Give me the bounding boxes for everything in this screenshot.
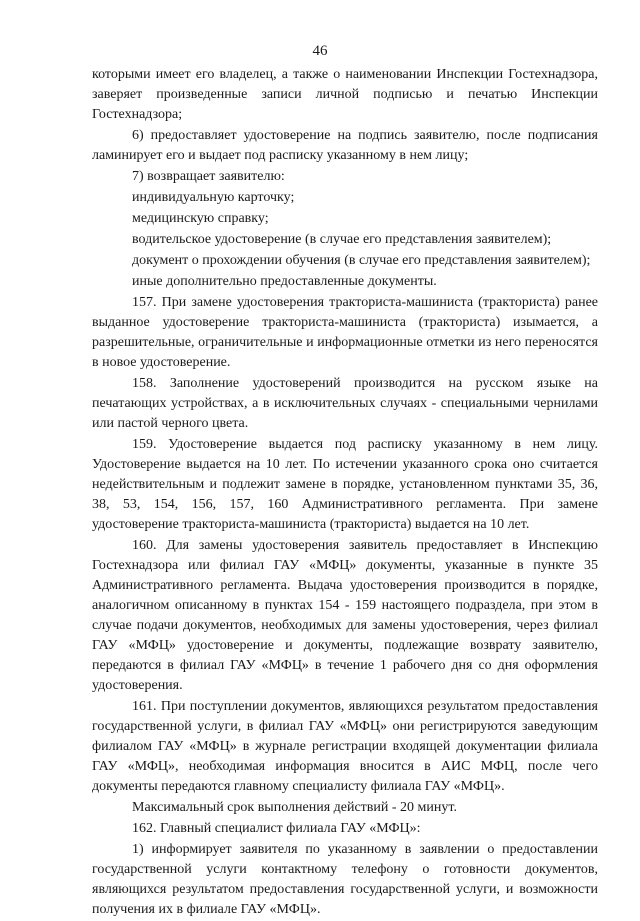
paragraph-162-item-1: 1) информирует заявителя по указанному в заявлении о предоставлении государственной услуги контактному телефону о готовности документов, являющихся результатом предоставления государственной услуги, и возможности получения их в филиале ГАУ «МФЦ».	[92, 842, 598, 917]
list-item-individual-card: индивидуальную карточку;	[132, 190, 295, 205]
list-item-medical-certificate: медицинскую справку;	[132, 211, 269, 226]
list-item-training-document: документ о прохождении обучения (в случае его представления заявителем);	[132, 253, 591, 268]
paragraph-item-7: 7) возвращает заявителю:	[132, 169, 285, 184]
paragraph-161: 161. При поступлении документов, являющихся результатом предоставления государственной услуги, в филиал ГАУ «МФЦ» они регистрируются заведующим филиалом ГАУ «МФЦ» в журнале регистрации входящей документации филиала ГАУ «МФЦ», необходимая информация вносится в АИС МФЦ, после чего документы передаются главному специалисту филиала ГАУ «МФЦ».	[92, 699, 598, 794]
list-item-driver-license: водительское удостоверение (в случае его представления заявителем);	[132, 232, 552, 247]
paragraph-continued: которыми имеет его владелец, а также о наименовании Инспекции Гостехнадзора, заверяет произведенные записи личной подписью и печатью Инспекции Гостехнадзора;	[92, 67, 598, 122]
paragraph-162: 162. Главный специалист филиала ГАУ «МФЦ»:	[132, 821, 421, 836]
document-body	[92, 65, 598, 921]
page-number: 46	[312, 43, 328, 59]
paragraph-max-time: Максимальный срок выполнения действий - 20 минут.	[132, 800, 457, 815]
paragraph-158: 158. Заполнение удостоверений производится на русском языке на печатающих устройствах, а в исключительных случаях - специальными чернилами или пастой черного цвета.	[92, 376, 598, 431]
paragraph-157: 157. При замене удостоверения тракториста-машиниста (тракториста) ранее выданное удостоверение тракториста-машиниста (тракториста) изымается, а разрешительные, ограничительные и информационные отметки из него переносятся в новое удостоверение.	[92, 295, 598, 370]
paragraph-160: 160. Для замены удостоверения заявитель предоставляет в Инспекцию Гостехнадзора или филиал ГАУ «МФЦ» документы, указанные в пункте 35 Административного регламента. Выдача удостоверения производится в порядке, аналогичном описанному в пунктах 154 - 159 настоящего подраздела, при этом в случае подачи документов, необходимых для замены удостоверения, через филиал ГАУ «МФЦ» удостоверение и документы, подлежащие возврату заявителю, передаются в филиал ГАУ «МФЦ» в течение 1 рабочего дня со дня оформления удостоверения.	[92, 538, 598, 693]
paragraph-item-6: 6) предоставляет удостоверение на подпись заявителю, после подписания ламинирует его и выдает под расписку указанному в нем лицу;	[92, 128, 598, 163]
list-item-other-documents: иные дополнительно предоставленные документы.	[132, 274, 437, 289]
paragraph-159: 159. Удостоверение выдается под расписку указанному в нем лицу. Удостоверение выдается на 10 лет. По истечении указанного срока оно считается недействительным и подлежит замене в порядке, установленном пунктами 35, 36, 38, 53, 154, 156, 157, 160 Административного регламента. При замене удостоверение тракториста-машиниста (тракториста) выдается на 10 лет.	[92, 437, 598, 532]
